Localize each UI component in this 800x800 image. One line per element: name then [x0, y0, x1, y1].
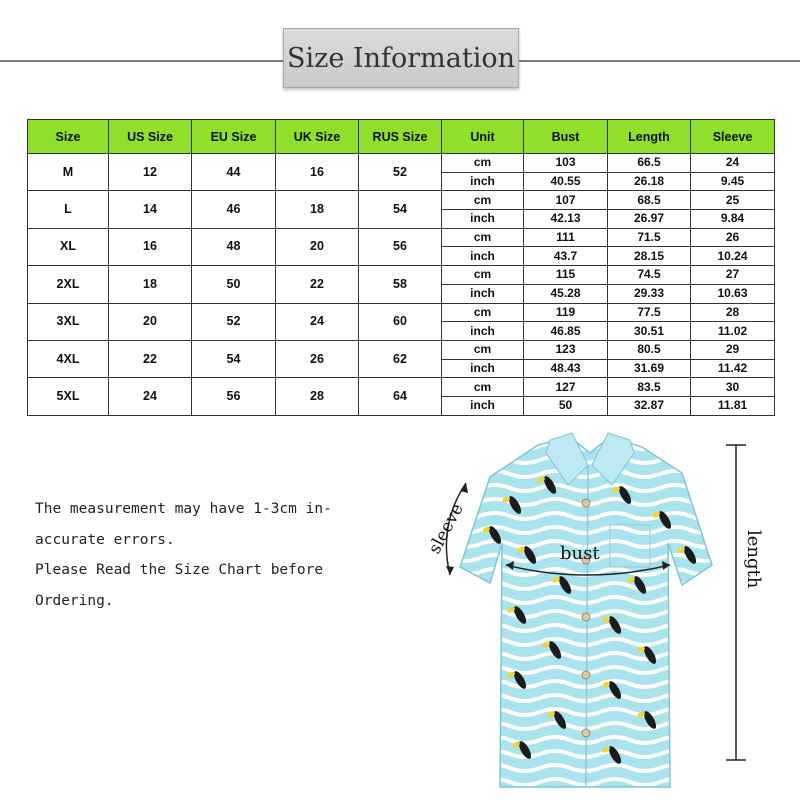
column-header-us-size: US Size: [109, 120, 192, 154]
cell-eu: 56: [192, 378, 276, 415]
note-line: Ordering.: [35, 592, 114, 609]
cell-rus: 54: [359, 191, 442, 228]
bust-label: bust: [560, 543, 600, 564]
cell-length: 77.5: [608, 303, 691, 322]
table-row: [28, 303, 775, 322]
cell-length: 30.51: [608, 322, 691, 341]
cell-sleeve: 27: [691, 266, 775, 285]
cell-unit: cm: [442, 228, 524, 247]
cell-length: 71.5: [608, 228, 691, 247]
cell-rus: 62: [359, 340, 442, 377]
cell-unit: cm: [442, 378, 524, 397]
cell-unit: inch: [442, 359, 524, 378]
cell-sleeve: 26: [691, 228, 775, 247]
cell-us: 18: [109, 266, 192, 303]
cell-length: 74.5: [608, 266, 691, 285]
cell-uk: 22: [276, 266, 359, 303]
length-label: length: [743, 530, 764, 589]
cell-length: 29.33: [608, 284, 691, 303]
cell-rus: 56: [359, 228, 442, 265]
note-line: Please Read the Size Chart before: [35, 562, 324, 578]
cell-sleeve: 30: [691, 378, 775, 397]
cell-unit: cm: [442, 303, 524, 322]
cell-sleeve: 24: [691, 154, 775, 173]
cell-eu: 46: [192, 191, 276, 228]
cell-size: M: [28, 154, 109, 191]
cell-size: L: [28, 191, 109, 228]
shirt-body: [460, 433, 712, 787]
table-row: [28, 228, 775, 247]
cell-bust: 107: [524, 191, 608, 210]
cell-bust: 48.43: [524, 359, 608, 378]
sleeve-label: sleeve: [424, 500, 468, 558]
column-header-length: Length: [608, 120, 691, 154]
cell-us: 20: [109, 303, 192, 340]
cell-bust: 111: [524, 228, 608, 247]
table-header-row: [28, 120, 775, 154]
cell-rus: 52: [359, 154, 442, 191]
cell-uk: 20: [276, 228, 359, 265]
column-header-eu-size: EU Size: [192, 120, 276, 154]
cell-bust: 42.13: [524, 210, 608, 229]
cell-sleeve: 11.02: [691, 322, 775, 341]
cell-uk: 18: [276, 191, 359, 228]
cell-unit: cm: [442, 191, 524, 210]
cell-bust: 46.85: [524, 322, 608, 341]
table-row: [28, 266, 775, 285]
cell-eu: 50: [192, 266, 276, 303]
cell-us: 22: [109, 340, 192, 377]
cell-sleeve: 10.63: [691, 284, 775, 303]
cell-unit: inch: [442, 284, 524, 303]
shirt-measurement-illustration: [420, 425, 790, 795]
cell-rus: 60: [359, 303, 442, 340]
cell-bust: 123: [524, 340, 608, 359]
cell-uk: 26: [276, 340, 359, 377]
cell-unit: inch: [442, 210, 524, 229]
cell-unit: inch: [442, 172, 524, 191]
cell-sleeve: 9.84: [691, 210, 775, 229]
cell-sleeve: 11.81: [691, 396, 775, 415]
table-row: [28, 154, 775, 173]
cell-length: 66.5: [608, 154, 691, 173]
cell-bust: 127: [524, 378, 608, 397]
cell-unit: cm: [442, 340, 524, 359]
cell-unit: inch: [442, 247, 524, 266]
cell-bust: 45.28: [524, 284, 608, 303]
cell-unit: inch: [442, 322, 524, 341]
cell-bust: 103: [524, 154, 608, 173]
column-header-rus-size: RUS Size: [359, 120, 442, 154]
cell-length: 26.97: [608, 210, 691, 229]
cell-sleeve: 28: [691, 303, 775, 322]
cell-sleeve: 29: [691, 340, 775, 359]
cell-us: 16: [109, 228, 192, 265]
cell-rus: 64: [359, 378, 442, 415]
column-header-uk-size: UK Size: [276, 120, 359, 154]
cell-uk: 28: [276, 378, 359, 415]
shirt-diagram: [420, 425, 790, 795]
cell-sleeve: 25: [691, 191, 775, 210]
table-row: [28, 340, 775, 359]
cell-size: 3XL: [28, 303, 109, 340]
cell-sleeve: 10.24: [691, 247, 775, 266]
column-header-size: Size: [28, 120, 109, 154]
cell-eu: 44: [192, 154, 276, 191]
table-row: [28, 191, 775, 210]
cell-length: 28.15: [608, 247, 691, 266]
column-header-unit: Unit: [442, 120, 524, 154]
size-chart-table: [27, 119, 775, 416]
cell-bust: 43.7: [524, 247, 608, 266]
cell-eu: 52: [192, 303, 276, 340]
cell-size: 5XL: [28, 378, 109, 415]
page-title: Size Information: [283, 28, 519, 88]
note-line: accurate errors.: [35, 531, 175, 548]
cell-eu: 48: [192, 228, 276, 265]
cell-sleeve: 11.42: [691, 359, 775, 378]
sleeve-arrow-bottom: [446, 566, 454, 575]
cell-bust: 50: [524, 396, 608, 415]
cell-length: 80.5: [608, 340, 691, 359]
cell-length: 31.69: [608, 359, 691, 378]
cell-us: 14: [109, 191, 192, 228]
cell-bust: 40.55: [524, 172, 608, 191]
cell-size: 4XL: [28, 340, 109, 377]
cell-unit: cm: [442, 154, 524, 173]
cell-length: 32.87: [608, 396, 691, 415]
measurement-note: [35, 494, 395, 616]
cell-length: 68.5: [608, 191, 691, 210]
cell-size: XL: [28, 228, 109, 265]
cell-sleeve: 9.45: [691, 172, 775, 191]
cell-uk: 16: [276, 154, 359, 191]
cell-size: 2XL: [28, 266, 109, 303]
cell-rus: 58: [359, 266, 442, 303]
table-row: [28, 378, 775, 397]
cell-us: 12: [109, 154, 192, 191]
cell-length: 83.5: [608, 378, 691, 397]
cell-unit: cm: [442, 266, 524, 285]
column-header-sleeve: Sleeve: [691, 120, 775, 154]
cell-length: 26.18: [608, 172, 691, 191]
cell-uk: 24: [276, 303, 359, 340]
cell-us: 24: [109, 378, 192, 415]
cell-eu: 54: [192, 340, 276, 377]
cell-unit: inch: [442, 396, 524, 415]
column-header-bust: Bust: [524, 120, 608, 154]
cell-bust: 119: [524, 303, 608, 322]
note-line: The measurement may have 1-3cm in-: [35, 501, 332, 517]
cell-bust: 115: [524, 266, 608, 285]
table-body: [28, 154, 775, 416]
